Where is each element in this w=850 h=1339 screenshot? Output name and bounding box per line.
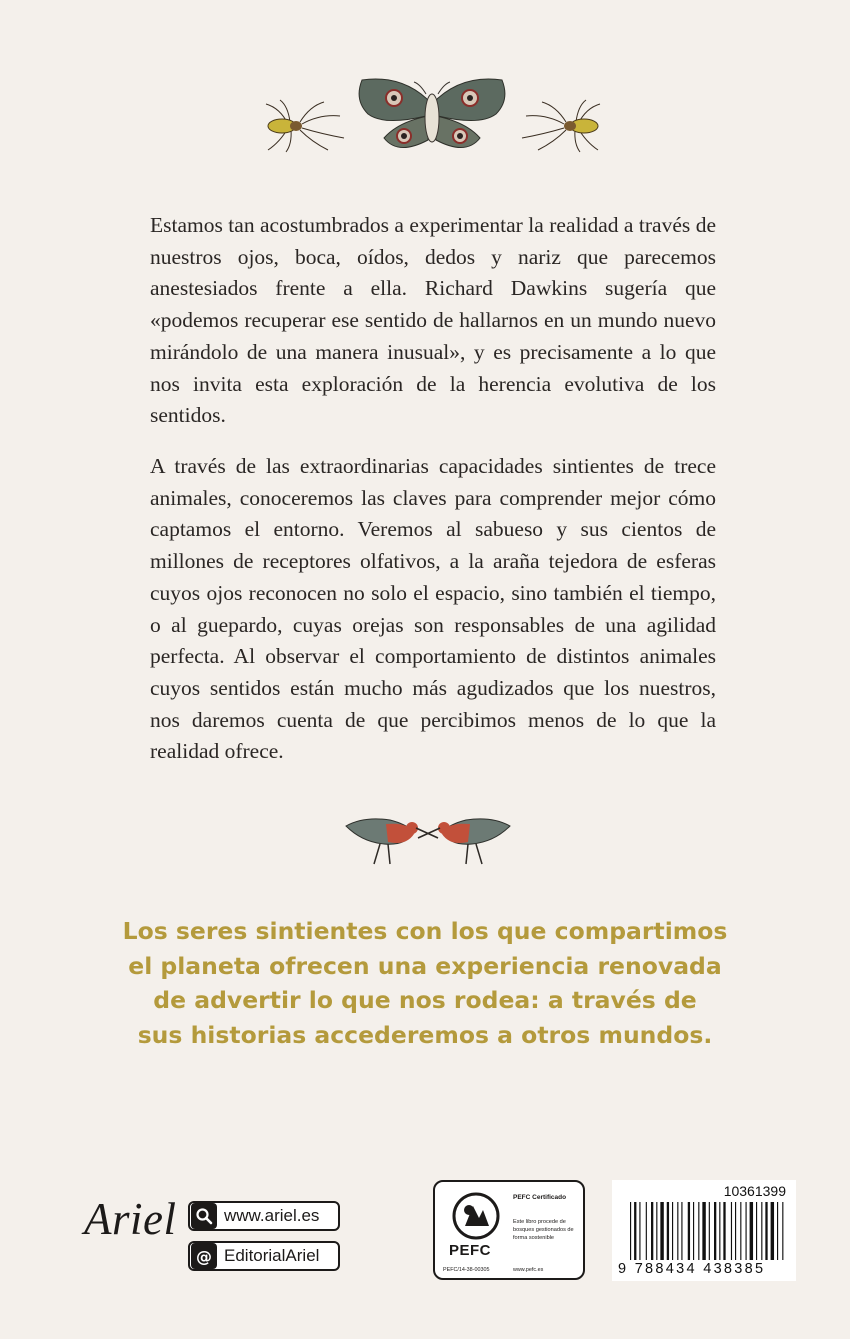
- pefc-certified-label: PEFC Certificado: [513, 1194, 567, 1201]
- barcode-bar: [731, 1202, 732, 1260]
- barcode-bar: [771, 1202, 774, 1260]
- barcode-bar: [750, 1202, 753, 1260]
- barcode-bar: [630, 1202, 631, 1260]
- barcode-bar: [646, 1202, 647, 1260]
- bird-right: [418, 819, 510, 864]
- barcode-bar: [761, 1202, 762, 1260]
- barcode-bar: [740, 1202, 741, 1260]
- moth-illustration: [354, 74, 510, 158]
- isbn-barcode: [612, 1180, 796, 1281]
- highlight-line: Los seres sintientes con los que compartimos: [122, 917, 728, 945]
- spider-left-illustration: [258, 98, 348, 154]
- website-link[interactable]: [188, 1201, 340, 1231]
- barcode-bar: [672, 1202, 673, 1260]
- barcode-bar: [723, 1202, 725, 1260]
- barcode-bar: [765, 1202, 767, 1260]
- pefc-tree-logo-icon: [449, 1192, 503, 1240]
- barcode-bar: [656, 1202, 657, 1260]
- highlight-quote: [100, 914, 750, 1052]
- wading-birds-illustration: [340, 806, 516, 870]
- barcode-bar: [782, 1202, 783, 1260]
- highlight-line: sus historias accederemos a otros mundos.: [137, 1020, 713, 1049]
- pefc-description: Este libro procede de bosques gestionados de forma sostenible: [513, 1219, 574, 1241]
- pefc-logo-text: PEFC: [449, 1242, 492, 1259]
- social-handle-link[interactable]: [188, 1241, 340, 1271]
- description-paragraph-1: Estamos tan acostumbrados a experimentar la realidad a través de nuestros ojos, boca, oídos, dedos y nariz que parecemos anestesiados frente a ella. Richard Dawkins sugería que «podemos recuperar ese sentido de hallarnos en un mundo nuevo mirándolo de una manera inusual», y es precisamente a lo que nos invita esta exploración de la herencia evolutiva de los sentidos.: [150, 213, 716, 428]
- website-label: www.ariel.es: [224, 1206, 320, 1225]
- barcode-bar: [688, 1202, 690, 1260]
- barcode-bars: [630, 1202, 788, 1260]
- highlight-line: el planeta ofrecen una experiencia renovada: [128, 951, 722, 980]
- at-sign-icon: @: [191, 1243, 217, 1269]
- barcode-bar: [651, 1202, 653, 1260]
- barcode-bar: [746, 1202, 747, 1260]
- barcode-bar: [634, 1202, 636, 1260]
- barcode-bar: [667, 1202, 669, 1260]
- barcode-bar: [698, 1202, 699, 1260]
- pefc-license-number: PEFC/14-38-00305: [443, 1267, 490, 1273]
- barcode-bar: [677, 1202, 678, 1260]
- spider-right-illustration: [518, 98, 608, 154]
- handle-label: EditorialAriel: [224, 1246, 320, 1265]
- barcode-bar: [714, 1202, 716, 1260]
- barcode-bar: [681, 1202, 682, 1260]
- barcode-bar: [756, 1202, 757, 1260]
- pefc-website: www.pefc.es: [513, 1267, 544, 1273]
- bird-left: [346, 819, 438, 864]
- barcode-bar: [693, 1202, 694, 1260]
- highlight-line: de advertir lo que nos rodea: a través de: [153, 986, 697, 1014]
- description-paragraph-2: A través de las extraordinarias capacidades sintientes de trece animales, conoceremos las claves para comprender mejor cómo captamos el entorno. Veremos al sabueso y sus cientos de millones de receptores olfativos, a la araña tejedora de esferas cuyos ojos reconocen no solo el espacio, sino también el tiempo, o al guepardo, cuyas orejas son responsables de una agilidad perfecta. Al observar el comportamiento de distintos animales cuyos sentidos están mucho más agudizados que los nuestros, nos daremos cuenta de que percibimos menos de lo que la realidad ofrece.: [150, 454, 716, 764]
- barcode-bar: [709, 1202, 710, 1260]
- barcode-bar: [735, 1202, 736, 1260]
- barcode-bar: [777, 1202, 778, 1260]
- barcode-bar: [702, 1202, 705, 1260]
- pefc-certification-box: [433, 1180, 585, 1280]
- barcode-bar: [639, 1202, 640, 1260]
- isbn-number: 9 788434 438385: [618, 1261, 766, 1277]
- barcode-bar: [719, 1202, 720, 1260]
- publisher-logo: Ariel: [84, 1194, 177, 1244]
- product-code: 10361399: [723, 1183, 786, 1199]
- barcode-bar: [660, 1202, 663, 1260]
- search-icon: [191, 1203, 217, 1229]
